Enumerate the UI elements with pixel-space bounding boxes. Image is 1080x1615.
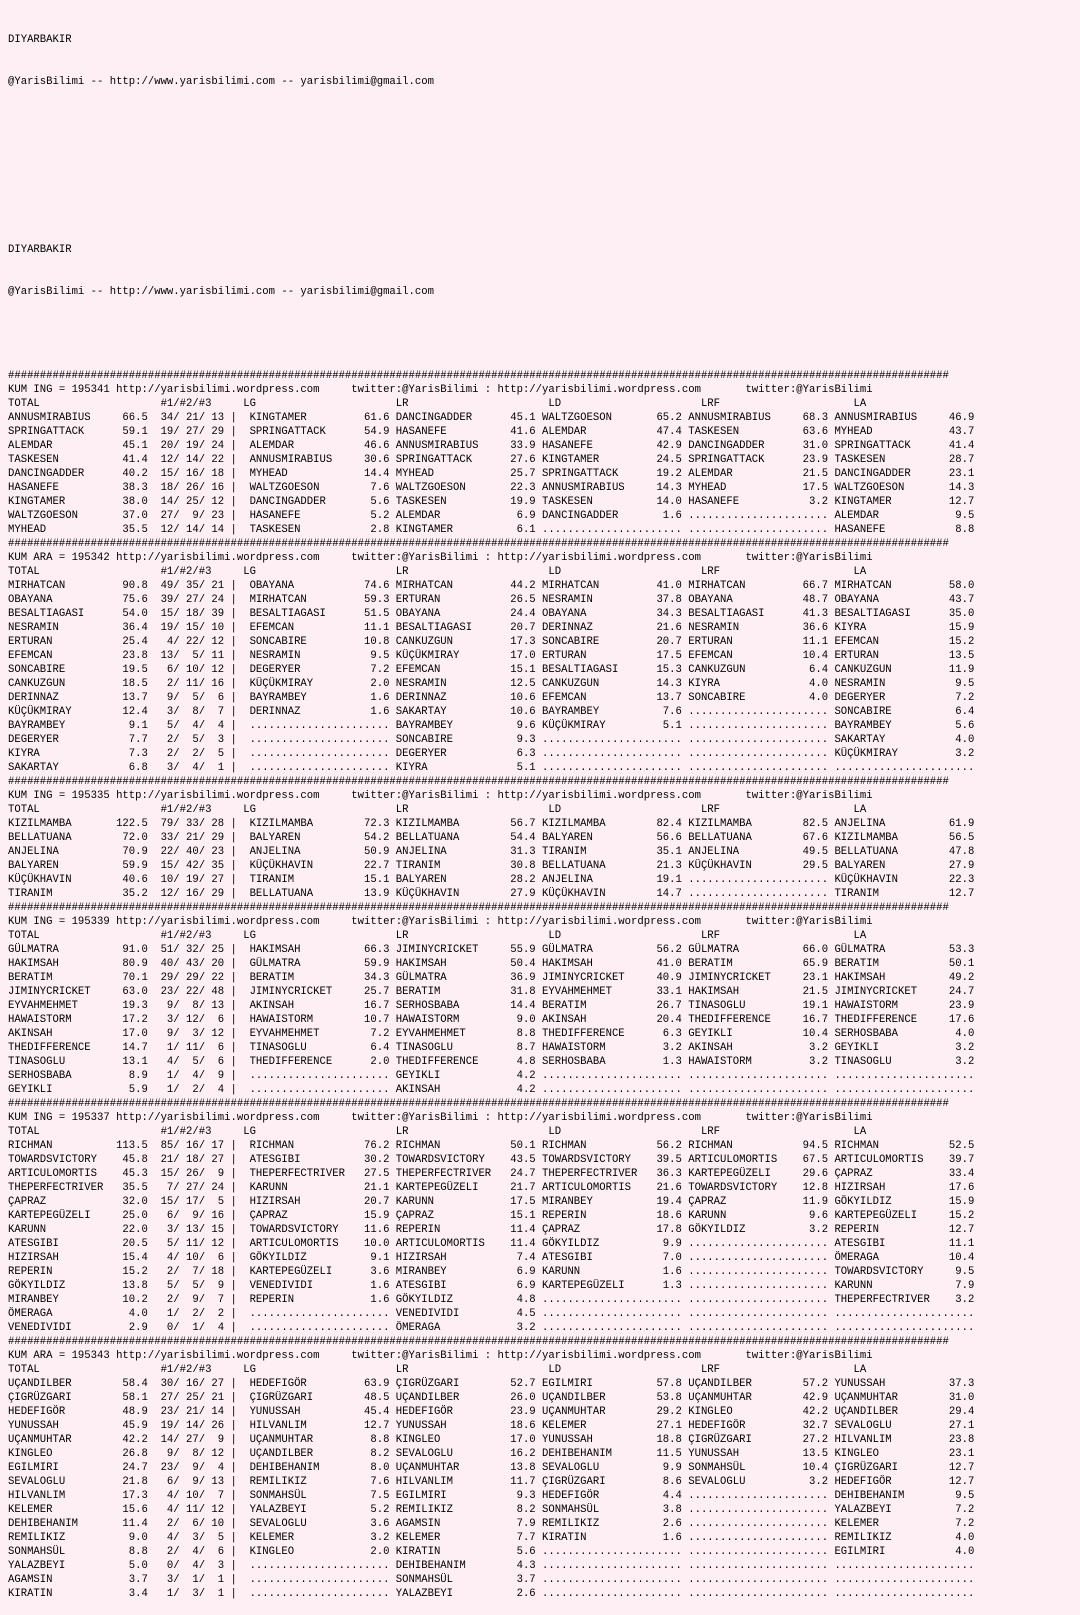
section-separator: ####################################################################################################################################################	[8, 1098, 949, 1110]
table-row: DEHIBEHANIM 11.4 2/ 6/ 10 | SEVALOGLU 3.6 AGAMSIN 7.9 REMILIKIZ 2.6 ...................... KELEMER 7.2	[8, 1518, 975, 1530]
section-column-header: TOTAL #1/#2/#3 LG LR LD LRF LA	[8, 804, 867, 816]
table-row: SONCABIRE 19.5 6/ 10/ 12 | DEGERYER 7.2 EFEMCAN 15.1 BESALTIAGASI 15.3 CANKUZGUN 6.4 CANKUZGUN 11.9	[8, 664, 975, 676]
table-row: BAYRAMBEY 9.1 5/ 4/ 4 | ...................... BAYRAMBEY 9.6 KÜÇÜKMIRAY 5.1 ...................... BAYRAMBEY 5.6	[8, 720, 975, 732]
section-title: KUM ING = 195341 http://yarisbilimi.wordpress.com twitter:@YarisBilimi : http://yarisbilimi.wordpress.com twitter:@YarisBilimi	[8, 384, 873, 396]
table-row: VENEDIVIDI 2.9 0/ 1/ 4 | ...................... ÖMERAGA 3.2 ...................... ...................... ......................	[8, 1322, 975, 1334]
table-row: YALAZBEYI 5.0 0/ 4/ 3 | ...................... DEHIBEHANIM 4.3 ...................... ...................... ......................	[8, 1560, 975, 1572]
table-row: UÇANMUHTAR 42.2 14/ 27/ 9 | UÇANMUHTAR 8.8 KINGLEO 17.0 YUNUSSAH 18.8 ÇIGRÜZGARI 27.2 HILVANLIM 23.8	[8, 1434, 975, 1446]
table-row: REPERIN 15.2 2/ 7/ 18 | KARTEPEGÜZELI 3.6 MIRANBEY 6.9 KARUNN 1.6 ...................... TOWARDSVICTORY 9.5	[8, 1266, 975, 1278]
table-row: NESRAMIN 36.4 19/ 15/ 10 | EFEMCAN 11.1 BESALTIAGASI 20.7 DERINNAZ 21.6 NESRAMIN 36.6 KIYRA 15.9	[8, 622, 975, 634]
table-row: AGAMSIN 3.7 3/ 1/ 1 | ...................... SONMAHSÜL 3.7 ...................... ...................... ......................	[8, 1574, 975, 1586]
table-row: GEYIKLI 5.9 1/ 2/ 4 | ...................... AKINSAH 4.2 ...................... ...................... ......................	[8, 1084, 975, 1096]
table-row: REMILIKIZ 9.0 4/ 3/ 5 | KELEMER 3.2 KELEMER 7.7 KIRATIN 1.6 ...................... REMILIKIZ 4.0	[8, 1532, 975, 1544]
section-column-header: TOTAL #1/#2/#3 LG LR LD LRF LA	[8, 1364, 867, 1376]
table-row: CANKUZGUN 18.5 2/ 11/ 16 | KÜÇÜKMIRAY 2.0 NESRAMIN 12.5 CANKUZGUN 14.3 KIYRA 4.0 NESRAMIN 9.5	[8, 678, 975, 690]
table-row: TIRANIM 35.2 12/ 16/ 29 | BELLATUANA 13.9 KÜÇÜKHAVIN 27.9 KÜÇÜKHAVIN 14.7 ...................... TIRANIM 12.7	[8, 888, 975, 900]
table-row: ALEMDAR 45.1 20/ 19/ 24 | ALEMDAR 46.6 ANNUSMIRABIUS 33.9 HASANEFE 42.9 DANCINGADDER 31.0 SPRINGATTACK 41.4	[8, 440, 975, 452]
table-row: EFEMCAN 23.8 13/ 5/ 11 | NESRAMIN 9.5 KÜÇÜKMIRAY 17.0 ERTURAN 17.5 EFEMCAN 10.4 ERTURAN 13.5	[8, 650, 975, 662]
section-separator: ####################################################################################################################################################	[8, 902, 949, 914]
table-row: DEGERYER 7.7 2/ 5/ 3 | ...................... SONCABIRE 9.3 ...................... ...................... SAKARTAY 4.0	[8, 734, 975, 746]
header-contact-repeat: @YarisBilimi -- http://www.yarisbilimi.com -- yarisbilimi@gmail.com	[8, 286, 434, 298]
section-separator: ####################################################################################################################################################	[8, 370, 949, 382]
table-row: TINASOGLU 13.1 4/ 5/ 6 | THEDIFFERENCE 2.0 THEDIFFERENCE 4.8 SERHOSBABA 1.3 HAWAISTORM 3.2 TINASOGLU 3.2	[8, 1056, 975, 1068]
table-row: MIRANBEY 10.2 2/ 9/ 7 | REPERIN 1.6 GÖKYILDIZ 4.8 ...................... ...................... THEPERFECTRIVER 3.2	[8, 1294, 975, 1306]
table-row: EYVAHMEHMET 19.3 9/ 8/ 13 | AKINSAH 16.7 SERHOSBABA 14.4 BERATIM 26.7 TINASOGLU 19.1 HAWAISTORM 23.9	[8, 1000, 975, 1012]
table-row: YUNUSSAH 45.9 19/ 14/ 26 | HILVANLIM 12.7 YUNUSSAH 18.6 KELEMER 27.1 HEDEFIGÖR 32.7 SEVALOGLU 27.1	[8, 1420, 975, 1432]
table-row: KIYRA 7.3 2/ 2/ 5 | ...................... DEGERYER 6.3 ...................... ...................... KÜÇÜKMIRAY 3.2	[8, 748, 975, 760]
table-row: JIMINYCRICKET 63.0 23/ 22/ 48 | JIMINYCRICKET 25.7 BERATIM 31.8 EYVAHMEHMET 33.1 HAKIMSAH 21.5 JIMINYCRICKET 24.7	[8, 986, 975, 998]
table-row: BESALTIAGASI 54.0 15/ 18/ 39 | BESALTIAGASI 51.5 OBAYANA 24.4 OBAYANA 34.3 BESALTIAGASI 41.3 BESALTIAGASI 35.0	[8, 608, 975, 620]
table-row: HASANEFE 38.3 18/ 26/ 16 | WALTZGOESON 7.6 WALTZGOESON 22.3 ANNUSMIRABIUS 14.3 MYHEAD 17.5 WALTZGOESON 14.3	[8, 482, 975, 494]
section-column-header: TOTAL #1/#2/#3 LG LR LD LRF LA	[8, 398, 867, 410]
table-row: RICHMAN 113.5 85/ 16/ 17 | RICHMAN 76.2 RICHMAN 50.1 RICHMAN 56.2 RICHMAN 94.5 RICHMAN 52.5	[8, 1140, 975, 1152]
table-row: MIRHATCAN 90.8 49/ 35/ 21 | OBAYANA 74.6 MIRHATCAN 44.2 MIRHATCAN 41.0 MIRHATCAN 66.7 MIRHATCAN 58.0	[8, 580, 975, 592]
table-row: SAKARTAY 6.8 3/ 4/ 1 | ...................... KIYRA 5.1 ...................... ...................... ......................	[8, 762, 975, 774]
table-row: KIRATIN 3.4 1/ 3/ 1 | ...................... YALAZBEYI 2.6 ...................... ...................... ......................	[8, 1588, 975, 1600]
section-title: KUM ARA = 195343 http://yarisbilimi.wordpress.com twitter:@YarisBilimi : http://yarisbilimi.wordpress.com twitter:@YarisBilimi	[8, 1350, 873, 1362]
header-contact: @YarisBilimi -- http://www.yarisbilimi.com -- yarisbilimi@gmail.com	[8, 76, 434, 88]
table-row: HILVANLIM 17.3 4/ 10/ 7 | SONMAHSÜL 7.5 EGILMIRI 9.3 HEDEFIGÖR 4.4 ...................... DEHIBEHANIM 9.5	[8, 1490, 975, 1502]
section-title: KUM ING = 195339 http://yarisbilimi.wordpress.com twitter:@YarisBilimi : http://yarisbilimi.wordpress.com twitter:@YarisBilimi	[8, 916, 873, 928]
header-city-repeat: DIYARBAKIR	[8, 244, 72, 256]
table-row: KELEMER 15.6 4/ 11/ 12 | YALAZBEYI 5.2 REMILIKIZ 8.2 SONMAHSÜL 3.8 ...................... YALAZBEYI 7.2	[8, 1504, 975, 1516]
table-row: OBAYANA 75.6 39/ 27/ 24 | MIRHATCAN 59.3 ERTURAN 26.5 NESRAMIN 37.8 OBAYANA 48.7 OBAYANA 43.7	[8, 594, 975, 606]
table-row: HEDEFIGÖR 48.9 23/ 21/ 14 | YUNUSSAH 45.4 HEDEFIGÖR 23.9 UÇANMUHTAR 29.2 KINGLEO 42.2 UÇANDILBER 29.4	[8, 1406, 975, 1418]
table-row: ATESGIBI 20.5 5/ 11/ 12 | ARTICULOMORTIS 10.0 ARTICULOMORTIS 11.4 GÖKYILDIZ 9.9 ...................... ATESGIBI 11.1	[8, 1238, 975, 1250]
table-row: TASKESEN 41.4 12/ 14/ 22 | ANNUSMIRABIUS 30.6 SPRINGATTACK 27.6 KINGTAMER 24.5 SPRINGATTACK 23.9 TASKESEN 28.7	[8, 454, 975, 466]
table-row: ERTURAN 25.4 4/ 22/ 12 | SONCABIRE 10.8 CANKUZGUN 17.3 SONCABIRE 20.7 ERTURAN 11.1 EFEMCAN 15.2	[8, 636, 975, 648]
report-text	[8, 5, 974, 1615]
table-row: ÇAPRAZ 32.0 15/ 17/ 5 | HIZIRSAH 20.7 KARUNN 17.5 MIRANBEY 19.4 ÇAPRAZ 11.9 GÖKYILDIZ 15.9	[8, 1196, 975, 1208]
table-row: MYHEAD 35.5 12/ 14/ 14 | TASKESEN 2.8 KINGTAMER 6.1 ...................... ...................... HASANEFE 8.8	[8, 524, 975, 536]
section-title: KUM ARA = 195342 http://yarisbilimi.wordpress.com twitter:@YarisBilimi : http://yarisbilimi.wordpress.com twitter:@YarisBilimi	[8, 552, 873, 564]
table-row: ANNUSMIRABIUS 66.5 34/ 21/ 13 | KINGTAMER 61.6 DANCINGADDER 45.1 WALTZGOESON 65.2 ANNUSMIRABIUS 68.3 ANNUSMIRABIUS 46.9	[8, 412, 975, 424]
table-row: KIZILMAMBA 122.5 79/ 33/ 28 | KIZILMAMBA 72.3 KIZILMAMBA 56.7 KIZILMAMBA 82.4 KIZILMAMBA 82.5 ANJELINA 61.9	[8, 818, 975, 830]
section-separator: ####################################################################################################################################################	[8, 538, 949, 550]
table-row: KÜÇÜKHAVIN 40.6 10/ 19/ 27 | TIRANIM 15.1 BALYAREN 28.2 ANJELINA 19.1 ...................... KÜÇÜKHAVIN 22.3	[8, 874, 975, 886]
section-column-header: TOTAL #1/#2/#3 LG LR LD LRF LA	[8, 1126, 867, 1138]
table-row: BERATIM 70.1 29/ 29/ 22 | BERATIM 34.3 GÜLMATRA 36.9 JIMINYCRICKET 40.9 JIMINYCRICKET 23.1 HAKIMSAH 49.2	[8, 972, 975, 984]
section-separator: ####################################################################################################################################################	[8, 776, 949, 788]
table-row: ÇIGRÜZGARI 58.1 27/ 25/ 21 | ÇIGRÜZGARI 48.5 UÇANDILBER 26.0 UÇANDILBER 53.8 UÇANMUHTAR 42.9 UÇANMUHTAR 31.0	[8, 1392, 975, 1404]
table-row: THEDIFFERENCE 14.7 1/ 11/ 6 | TINASOGLU 6.4 TINASOGLU 8.7 HAWAISTORM 3.2 AKINSAH 3.2 GEYIKLI 3.2	[8, 1042, 975, 1054]
table-row: GÜLMATRA 91.0 51/ 32/ 25 | HAKIMSAH 66.3 JIMINYCRICKET 55.9 GÜLMATRA 56.2 GÜLMATRA 66.0 GÜLMATRA 53.3	[8, 944, 975, 956]
table-row: ÖMERAGA 4.0 1/ 2/ 2 | ...................... VENEDIVIDI 4.5 ...................... ...................... ......................	[8, 1308, 975, 1320]
table-row: KÜÇÜKMIRAY 12.4 3/ 8/ 7 | DERINNAZ 1.6 SAKARTAY 10.6 BAYRAMBEY 7.6 ...................... SONCABIRE 6.4	[8, 706, 975, 718]
table-row: ARTICULOMORTIS 45.3 15/ 26/ 9 | THEPERFECTRIVER 27.5 THEPERFECTRIVER 24.7 THEPERFECTRIVER 36.3 KARTEPEGÜZELI 29.6 ÇAPRAZ 33.4	[8, 1168, 975, 1180]
table-row: HIZIRSAH 15.4 4/ 10/ 6 | GÖKYILDIZ 9.1 HIZIRSAH 7.4 ATESGIBI 7.0 ...................... ÖMERAGA 10.4	[8, 1252, 975, 1264]
table-row: SERHOSBABA 8.9 1/ 4/ 9 | ...................... GEYIKLI 4.2 ...................... ...................... ......................	[8, 1070, 975, 1082]
table-row: KARUNN 22.0 3/ 13/ 15 | TOWARDSVICTORY 11.6 REPERIN 11.4 ÇAPRAZ 17.8 GÖKYILDIZ 3.2 REPERIN 12.7	[8, 1224, 975, 1236]
section-column-header: TOTAL #1/#2/#3 LG LR LD LRF LA	[8, 930, 867, 942]
table-row: BALYAREN 59.9 15/ 42/ 35 | KÜÇÜKHAVIN 22.7 TIRANIM 30.8 BELLATUANA 21.3 KÜÇÜKHAVIN 29.5 BALYAREN 27.9	[8, 860, 975, 872]
table-row: SPRINGATTACK 59.1 19/ 27/ 29 | SPRINGATTACK 54.9 HASANEFE 41.6 ALEMDAR 47.4 TASKESEN 63.6 MYHEAD 43.7	[8, 426, 975, 438]
table-row: SEVALOGLU 21.8 6/ 9/ 13 | REMILIKIZ 7.6 HILVANLIM 11.7 ÇIGRÜZGARI 8.6 SEVALOGLU 3.2 HEDEFIGÖR 12.7	[8, 1476, 975, 1488]
table-row: THEPERFECTRIVER 35.5 7/ 27/ 24 | KARUNN 21.1 KARTEPEGÜZELI 21.7 ARTICULOMORTIS 21.6 TOWARDSVICTORY 12.8 HIZIRSAH 17.6	[8, 1182, 975, 1194]
table-row: UÇANDILBER 58.4 30/ 16/ 27 | HEDEFIGÖR 63.9 ÇIGRÜZGARI 52.7 EGILMIRI 57.8 UÇANDILBER 57.2 YUNUSSAH 37.3	[8, 1378, 975, 1390]
table-row: WALTZGOESON 37.0 27/ 9/ 23 | HASANEFE 5.2 ALEMDAR 6.9 DANCINGADDER 1.6 ...................... ALEMDAR 9.5	[8, 510, 975, 522]
section-title: KUM ING = 195335 http://yarisbilimi.wordpress.com twitter:@YarisBilimi : http://yarisbilimi.wordpress.com twitter:@YarisBilimi	[8, 790, 873, 802]
table-row: EGILMIRI 24.7 23/ 9/ 4 | DEHIBEHANIM 8.0 UÇANMUHTAR 13.8 SEVALOGLU 9.9 SONMAHSÜL 10.4 ÇIGRÜZGARI 12.7	[8, 1462, 975, 1474]
table-row: BELLATUANA 72.0 33/ 21/ 29 | BALYAREN 54.2 BELLATUANA 54.4 BALYAREN 56.6 BELLATUANA 67.6 KIZILMAMBA 56.5	[8, 832, 975, 844]
table-row: HAWAISTORM 17.2 3/ 12/ 6 | HAWAISTORM 10.7 HAWAISTORM 9.0 AKINSAH 20.4 THEDIFFERENCE 16.7 THEDIFFERENCE 17.6	[8, 1014, 975, 1026]
table-row: GÖKYILDIZ 13.8 5/ 5/ 9 | VENEDIVIDI 1.6 ATESGIBI 6.9 KARTEPEGÜZELI 1.3 ...................... KARUNN 7.9	[8, 1280, 975, 1292]
section-separator: ####################################################################################################################################################	[8, 1336, 949, 1348]
table-row: HAKIMSAH 80.9 40/ 43/ 20 | GÜLMATRA 59.9 HAKIMSAH 50.4 HAKIMSAH 41.0 BERATIM 65.9 BERATIM 50.1	[8, 958, 975, 970]
table-row: TOWARDSVICTORY 45.8 21/ 18/ 27 | ATESGIBI 30.2 TOWARDSVICTORY 43.5 TOWARDSVICTORY 39.5 ARTICULOMORTIS 67.5 ARTICULOMORTIS 39.7	[8, 1154, 975, 1166]
table-row: KINGLEO 26.8 9/ 8/ 12 | UÇANDILBER 8.2 SEVALOGLU 16.2 DEHIBEHANIM 11.5 YUNUSSAH 13.5 KINGLEO 23.1	[8, 1448, 975, 1460]
section-column-header: TOTAL #1/#2/#3 LG LR LD LRF LA	[8, 566, 867, 578]
table-row: SONMAHSÜL 8.8 2/ 4/ 6 | KINGLEO 2.0 KIRATIN 5.6 ...................... ...................... EGILMIRI 4.0	[8, 1546, 975, 1558]
table-row: AKINSAH 17.0 9/ 3/ 12 | EYVAHMEHMET 7.2 EYVAHMEHMET 8.8 THEDIFFERENCE 6.3 GEYIKLI 10.4 SERHOSBABA 4.0	[8, 1028, 975, 1040]
table-row: KINGTAMER 38.0 14/ 25/ 12 | DANCINGADDER 5.6 TASKESEN 19.9 TASKESEN 14.0 HASANEFE 3.2 KINGTAMER 12.7	[8, 496, 975, 508]
table-row: KARTEPEGÜZELI 25.0 6/ 9/ 16 | ÇAPRAZ 15.9 ÇAPRAZ 15.1 REPERIN 18.6 KARUNN 9.6 KARTEPEGÜZELI 15.2	[8, 1210, 975, 1222]
header-city: DIYARBAKIR	[8, 34, 72, 46]
race-sections	[8, 369, 974, 1601]
table-row: DERINNAZ 13.7 9/ 5/ 6 | BAYRAMBEY 1.6 DERINNAZ 10.6 EFEMCAN 13.7 SONCABIRE 4.0 DEGERYER 7.2	[8, 692, 975, 704]
table-row: ANJELINA 70.9 22/ 40/ 23 | ANJELINA 50.9 ANJELINA 31.3 TIRANIM 35.1 ANJELINA 49.5 BELLATUANA 47.8	[8, 846, 975, 858]
section-title: KUM ING = 195337 http://yarisbilimi.wordpress.com twitter:@YarisBilimi : http://yarisbilimi.wordpress.com twitter:@YarisBilimi	[8, 1112, 873, 1124]
table-row: DANCINGADDER 40.2 15/ 16/ 18 | MYHEAD 14.4 MYHEAD 25.7 SPRINGATTACK 19.2 ALEMDAR 21.5 DANCINGADDER 23.1	[8, 468, 975, 480]
